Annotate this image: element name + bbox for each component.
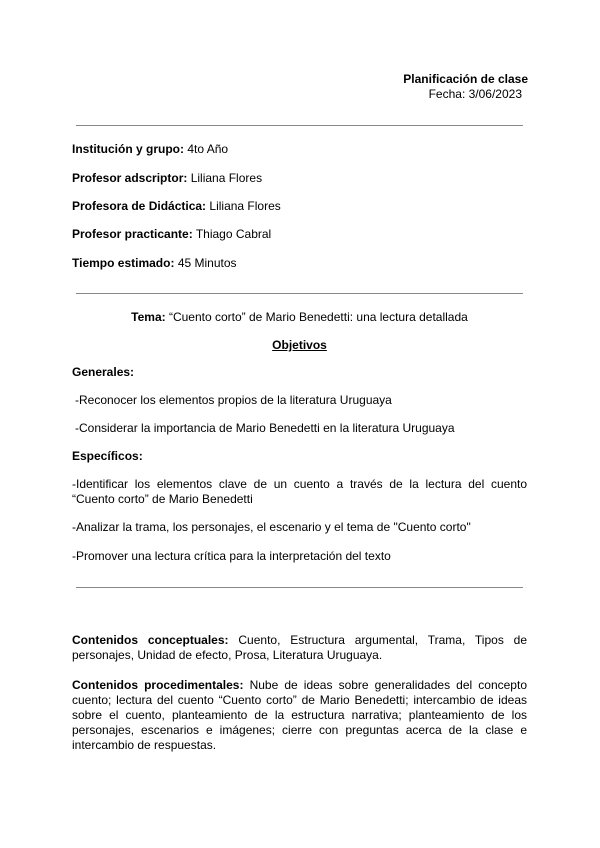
didactica-line (72, 199, 527, 214)
divider (76, 587, 523, 588)
adscriptor-line (72, 171, 527, 186)
conceptuales-label: Contenidos conceptuales: (72, 633, 229, 647)
institucion-line (72, 142, 527, 157)
tema-value: “Cuento corto” de Mario Benedetti: una lectura detallada (168, 310, 468, 324)
practicante-line (72, 227, 527, 242)
especificos-label: Específicos: (72, 449, 143, 463)
especificos-item: -Promover una lectura crítica para la interpretación del texto (72, 549, 391, 563)
especificos-item: -Analizar la trama, los personajes, el escenario y el tema de "Cuento corto" (72, 520, 471, 534)
document-date: Fecha: 3/06/2023 (428, 87, 522, 101)
divider (76, 293, 523, 294)
didactica-label: Profesora de Didáctica: (72, 199, 207, 213)
procedimentales-paragraph (72, 678, 527, 753)
institucion-value: 4to Año (187, 142, 229, 156)
conceptuales-paragraph (72, 633, 527, 663)
tiempo-label: Tiempo estimado: (72, 256, 175, 270)
tiempo-line (72, 256, 527, 271)
conceptuales-value: Cuento, Estructura argumental, Trama, Tipos de personajes, Unidad de efecto, Prosa, Literatura Uruguaya. (72, 633, 527, 662)
tema-line (72, 310, 527, 325)
generales-label: Generales: (72, 365, 135, 379)
especificos-item: -Identificar los elementos clave de un cuento a través de la lectura del cuento “Cuento corto” de Mario Benedetti (72, 477, 527, 506)
procedimentales-value: Nube de ideas sobre generalidades del concepto cuento; lectura del cuento “Cuento corto” de Mario Benedetti; intercambio de ideas sobre el cuento, planteamiento de la estructura narrativa; planteamiento de los personajes, escenarios e imágenes; cierre con preguntas acerca de la clase e intercambio de respuestas. (72, 678, 527, 752)
didactica-value: Liliana Flores (209, 199, 281, 213)
tema-label: Tema: (131, 310, 166, 324)
institucion-label: Institución y grupo: (72, 142, 184, 156)
tiempo-value: 45 Minutos (177, 256, 237, 270)
generales-item: -Reconocer los elementos propios de la literatura Uruguaya (75, 393, 392, 407)
objetivos-heading: Objetivos (272, 338, 327, 352)
adscriptor-label: Profesor adscriptor: (72, 171, 188, 185)
objetivos-heading-line (72, 338, 527, 353)
adscriptor-value: Liliana Flores (190, 171, 263, 185)
practicante-value: Thiago Cabral (195, 227, 272, 241)
generales-item: -Considerar la importancia de Mario Benedetti en la literatura Uruguaya (75, 421, 455, 435)
practicante-label: Profesor practicante: (72, 227, 193, 241)
divider (76, 125, 523, 126)
header-block (403, 72, 528, 102)
procedimentales-label: Contenidos procedimentales: (72, 678, 244, 692)
document-title: Planificación de clase (403, 72, 528, 86)
